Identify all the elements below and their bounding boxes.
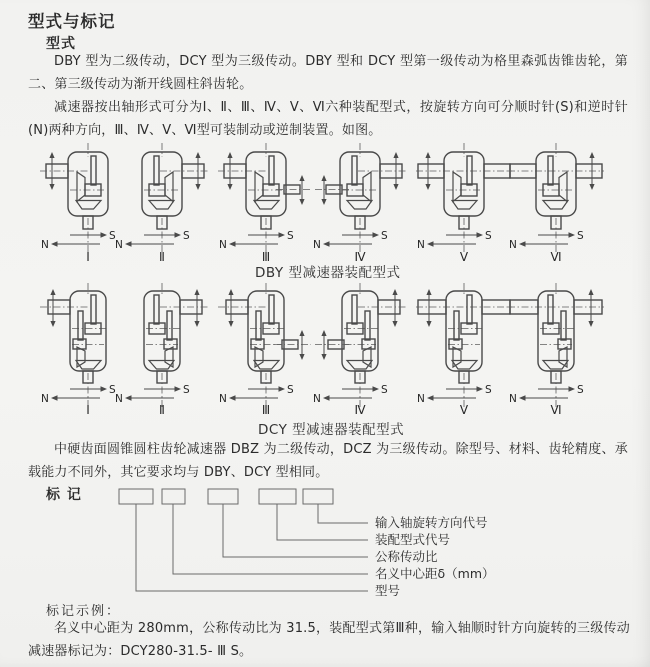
svg-text:N: N <box>219 239 227 251</box>
reducer-unit-dcy-5 <box>416 283 512 421</box>
svg-text:S: S <box>485 230 492 242</box>
reducer-unit-dby-5 <box>416 142 512 268</box>
svg-text:Ⅲ: Ⅲ <box>261 403 271 417</box>
svg-text:Ⅳ: Ⅳ <box>354 403 366 417</box>
callout-label-ratio: 公称传动比 <box>375 549 438 564</box>
marking-box-rotation <box>303 489 333 504</box>
svg-text:S: S <box>109 384 116 396</box>
svg-text:S: S <box>381 384 388 396</box>
callout-label-model: 型号 <box>375 583 401 598</box>
reducer-unit-dby-6 <box>508 142 604 268</box>
svg-text:S: S <box>485 384 492 396</box>
svg-text:Ⅵ: Ⅵ <box>550 250 562 264</box>
svg-text:N: N <box>417 239 425 251</box>
reducer-unit-dcy-2 <box>114 283 210 421</box>
reducer-unit-dcy-6 <box>508 283 604 421</box>
callout-label-rotation: 输入轴旋转方向代号 <box>375 515 488 530</box>
callout-line-model <box>136 504 368 591</box>
svg-text:Ⅴ: Ⅴ <box>459 250 469 264</box>
reducer-unit-dcy-3 <box>218 283 314 421</box>
dby-row-caption: DBY 型减速器装配型式 <box>255 265 401 281</box>
svg-text:N: N <box>115 239 123 251</box>
example-heading: 标记示例： <box>46 604 122 619</box>
reducer-unit-dby-4 <box>312 142 408 268</box>
callout-line-assembly-type <box>277 504 368 540</box>
callout-line-center-distance <box>173 504 368 574</box>
svg-text:Ⅱ: Ⅱ <box>159 250 165 264</box>
svg-text:N: N <box>313 393 321 405</box>
svg-text:N: N <box>313 239 321 251</box>
svg-text:Ⅱ: Ⅱ <box>159 403 165 417</box>
svg-text:S: S <box>287 230 294 242</box>
dcy-row-caption: DCY 型减速器装配型式 <box>258 422 405 438</box>
svg-text:Ⅰ: Ⅰ <box>86 250 90 264</box>
page-title: 型式与标记 <box>28 12 116 31</box>
marking-box-assembly-type <box>259 489 296 504</box>
paragraph-assembly-types: 减速器按出轴形式可分为Ⅰ、Ⅱ、Ⅲ、Ⅳ、Ⅴ、Ⅵ六种装配型式，按旋转方向可分顺时针(S)和逆时针(N)两种方向，Ⅲ、Ⅳ、Ⅴ、Ⅵ型可装制动或逆制装置。如图。 <box>28 100 628 138</box>
marking-box-ratio <box>208 489 238 504</box>
section-heading-type: 型式 <box>46 36 76 52</box>
example-text: 名义中心距为 280mm，公称传动比为 31.5，装配型式第Ⅲ种，输入轴顺时针方向旋转的三级传动减速器标记为：DCY280-31.5- Ⅲ S。 <box>28 621 630 659</box>
svg-text:Ⅰ: Ⅰ <box>86 403 90 417</box>
svg-text:N: N <box>219 393 227 405</box>
marking-box-model <box>119 489 153 504</box>
callout-label-center-distance: 名义中心距δ（mm） <box>375 566 495 581</box>
marking-structure-diagram <box>116 487 536 603</box>
svg-text:Ⅵ: Ⅵ <box>550 403 562 417</box>
svg-text:N: N <box>509 393 517 405</box>
reducer-unit-dby-3 <box>218 142 314 268</box>
svg-text:Ⅳ: Ⅳ <box>354 250 366 264</box>
svg-text:S: S <box>381 230 388 242</box>
marking-box-center-distance <box>162 489 185 504</box>
dby-diagram-row <box>0 142 650 264</box>
svg-text:N: N <box>115 393 123 405</box>
callout-line-ratio <box>223 504 368 557</box>
svg-text:N: N <box>417 393 425 405</box>
svg-text:S: S <box>577 230 584 242</box>
dcy-diagram-row <box>0 283 650 417</box>
paragraph-transmission-types: DBY 型为二级传动，DCY 型为三级传动。DBY 型和 DCY 型第一级传动为格里森弧齿锥齿轮，第二、第三级传动为渐开线圆柱斜齿轮。 <box>28 54 628 92</box>
paragraph-dbz-dcz: 中硬齿面圆锥圆柱齿轮减速器 DBZ 为二级传动，DCZ 为三级传动。除型号、材料、齿轮精度、承载能力不同外，其它要求均与 DBY、DCY 型相同。 <box>28 442 628 480</box>
svg-text:Ⅲ: Ⅲ <box>261 250 271 264</box>
svg-text:N: N <box>41 393 49 405</box>
callout-line-rotation <box>318 504 368 523</box>
svg-text:N: N <box>509 239 517 251</box>
svg-text:S: S <box>577 384 584 396</box>
section-heading-marking: 标 记 <box>46 487 82 503</box>
reducer-unit-dby-2 <box>114 142 210 268</box>
callout-label-assembly-type: 装配型式代号 <box>375 532 451 547</box>
svg-text:S: S <box>287 384 294 396</box>
svg-text:S: S <box>183 230 190 242</box>
svg-text:N: N <box>41 239 49 251</box>
svg-text:Ⅴ: Ⅴ <box>459 403 469 417</box>
svg-text:S: S <box>183 384 190 396</box>
reducer-unit-dcy-4 <box>312 283 408 421</box>
svg-text:S: S <box>109 230 116 242</box>
